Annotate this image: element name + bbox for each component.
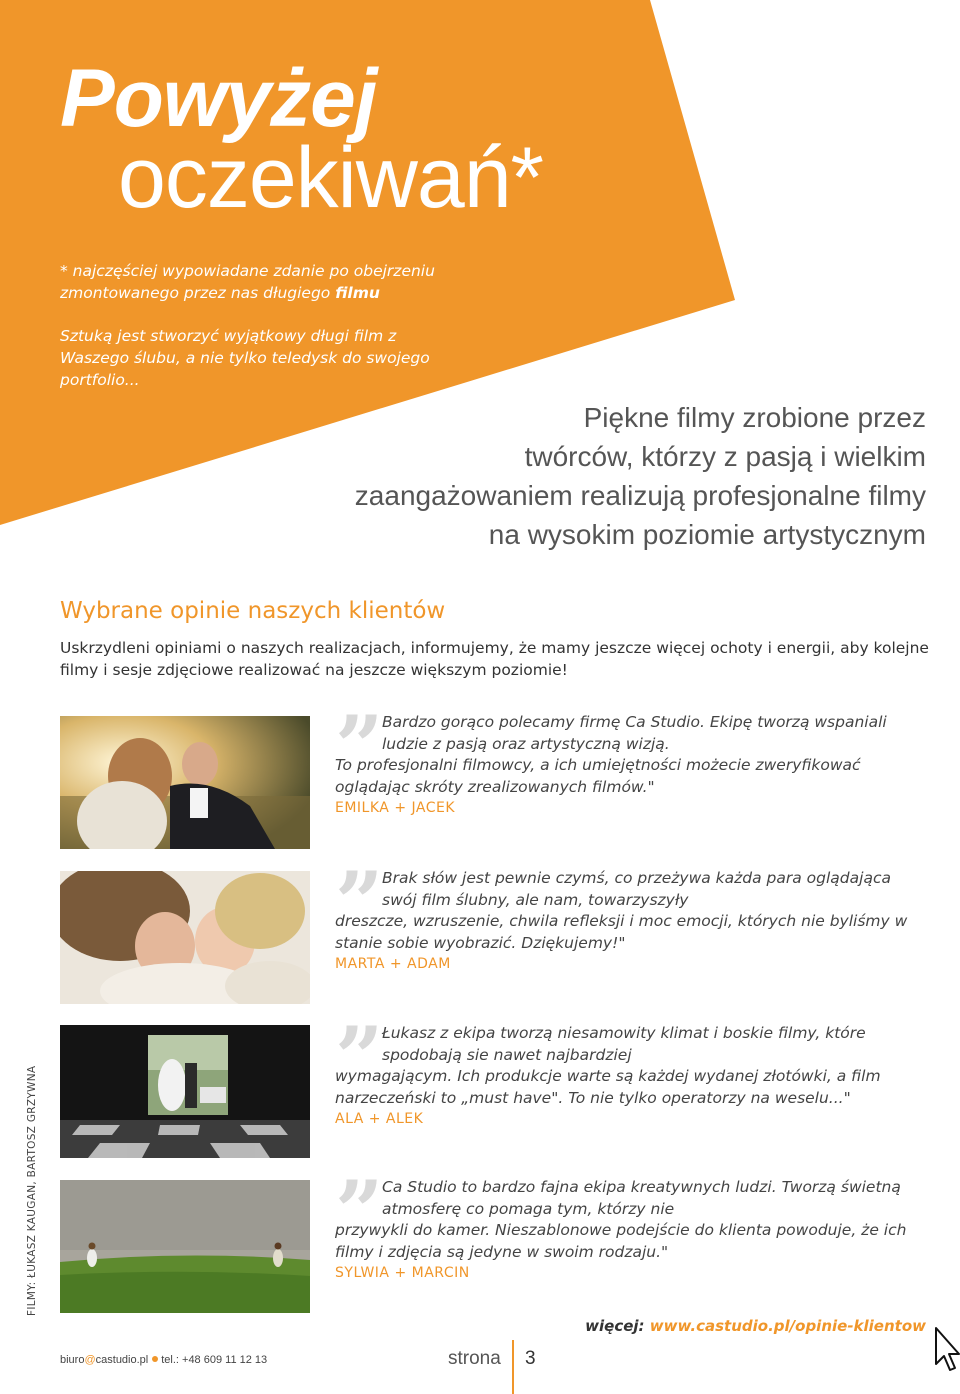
more-url[interactable]: www.castudio.pl/opinie-klientow (649, 1317, 926, 1335)
testimonial (335, 1008, 925, 1127)
testimonial-rest: przywykli do kamer. Nieszablonowe podejście do klienta powoduje, że ich filmy i zdjęcia są jedyne w swoim rodzaju." (335, 1221, 907, 1261)
testimonial-author: SYLWIA + MARCIN (335, 1265, 470, 1281)
quote-mark-icon: ” (335, 1008, 384, 1107)
quote-mark-icon: ” (335, 1162, 384, 1261)
tagline-line: zaangażowaniem realizują profesjonalne filmy (354, 480, 926, 511)
more-link[interactable] (585, 1317, 926, 1335)
footnote-text: * najczęściej wypowiadane zdanie po obejrzeniu zmontowanego przez nas długiego (60, 262, 435, 302)
film-credits: FILMY: ŁUKASZ KAUGAN, BARTOSZ GRZYWNA (26, 1065, 38, 1316)
section-text: Uskrzydleni opiniami o naszych realizacjach, informujemy, że mamy jeszcze więcej ochoty i energii, aby kolejne filmy i sesje zdjęciowe realizować na jeszcze większym poziomie! (60, 639, 929, 679)
more-label: więcej: (585, 1317, 645, 1335)
footnote-bold: filmu (335, 284, 380, 302)
tagline (286, 398, 926, 554)
testimonial-lead: Łukasz z ekipa tworzą niesamowity klimat i boskie filmy, które spodobają sie nawet najbardziej (382, 1024, 866, 1064)
testimonial-text (335, 1008, 925, 1109)
testimonial-author: EMILKA + JACEK (335, 800, 456, 816)
page-divider (512, 1340, 514, 1394)
email-link[interactable]: biuro@castudio.pl (60, 1354, 149, 1366)
photo-couple-meadow (60, 1180, 310, 1313)
testimonial-text (335, 853, 925, 954)
testimonial-lead: Brak słów jest pewnie czymś, co przeżywa każda para oglądająca swój film ślubny, ale nam, towarzyszyły (382, 869, 891, 909)
testimonial-rest: To profesjonalni filmowcy, a ich umiejętności możecie zweryfikować oglądając skróty zrealizowanych filmów." (335, 756, 861, 796)
tagline-line: Piękne filmy zrobione przez (583, 402, 926, 433)
page-title-line1: Powyżej (60, 53, 377, 144)
phone-number: tel.: +48 609 11 12 13 (161, 1354, 268, 1366)
testimonial-text (335, 1162, 925, 1263)
testimonial-author: ALA + ALEK (335, 1111, 424, 1127)
section-title: Wybrane opinie naszych klientów (60, 598, 446, 624)
testimonial-rest: wymagającym. Ich produkcje warte są każdej wydanej złotówki, a film narzeczeński to „must have". To nie tylko operatorzy na weselu..." (335, 1067, 881, 1107)
title-footnote (60, 260, 490, 304)
intro-text: Sztuką jest stworzyć wyjątkowy długi film z Waszego ślubu, a nie tylko teledysk do swojego portfolio... (60, 327, 430, 389)
photo-couple-doorway (60, 1025, 310, 1158)
quote-mark-icon: ” (335, 853, 384, 952)
testimonial-rest: dreszcze, wzruszenie, chwila refleksji i moc emocji, których nie byliśmy w stanie sobie wyobrazić. Dziękujemy!" (335, 912, 908, 952)
testimonial (335, 853, 925, 972)
testimonial-text (335, 697, 925, 798)
testimonial-author: MARTA + ADAM (335, 956, 451, 972)
testimonial-lead: Ca Studio to bardzo fajna ekipa kreatywnych ludzi. Tworzą świetną atmosferę co pomaga tym, którzy nie (382, 1178, 901, 1218)
testimonial (335, 1162, 925, 1281)
tagline-line: na wysokim poziomie artystycznym (488, 519, 926, 550)
photo-couple-field (60, 716, 310, 849)
page-title-line2: oczekiwań* (118, 130, 543, 226)
footer-contact (60, 1354, 267, 1366)
quote-mark-icon: ” (335, 697, 384, 796)
testimonial (335, 697, 925, 816)
bullet-icon (152, 1356, 158, 1362)
testimonial-lead: Bardzo gorąco polecamy firmę Ca Studio. Ekipę tworzą wspaniali ludzie z pasją oraz artystyczną wizją. (382, 713, 887, 753)
page-number: 3 (525, 1348, 536, 1369)
photo-couple-lying (60, 871, 310, 1004)
tagline-line: twórców, którzy z pasją i wielkim (524, 441, 926, 472)
page-label: strona (448, 1348, 501, 1369)
hand-cursor-icon (932, 1326, 960, 1386)
